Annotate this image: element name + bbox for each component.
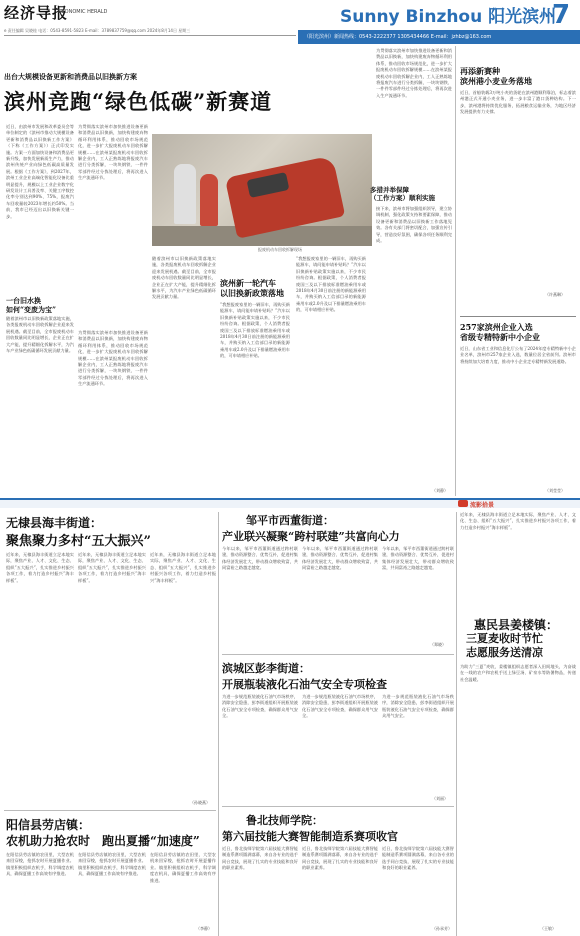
brief1-byline: （许燕琳） bbox=[545, 292, 565, 297]
story5-body-c: 在阳信县劳店镇的农田里，大型农机来回穿梭，抢抓农时开展夏播作业。镇里积极组织农机手，科学调度农机具，确保夏播工作高效有序推进。 bbox=[150, 852, 216, 883]
main-col1b: 随着滨州市以旧换新政策落地实施，各类报废机动车回收拆解企业迎来发展机遇。截至目前，全市报废机动车回收数量同比明显增长，企业正在扩大产能，提升精细化拆解水平，为汽车产业绿色低碳循环发展贡献力量。 bbox=[6, 316, 74, 354]
header-rule bbox=[4, 35, 296, 36]
brief1-body: 近日，首船装载3万吨小麦的货轮在滨州港顺利靠泊，标志着滨州港正式开通小麦业务，进一步丰富了港口货种结构。下一步，滨州港将持续优化服务，拓展粮食运输业务，为地区经济发展提供有力支撑。 bbox=[460, 90, 576, 115]
main-col7: 接下来，滨州市将加强组织领导，建立协调机制，强化政策支持和要素保障，推动设备更新和消费品以旧换新工作落地见效。各有关部门将密切配合，加强宣传引导，营造良好氛围，确保各项任务顺利完成。 bbox=[376, 206, 452, 244]
story-divider-2 bbox=[222, 806, 454, 807]
story1-title: 聚焦聚力多村“五大振兴” bbox=[6, 534, 151, 549]
page-number: 7 bbox=[552, 0, 571, 30]
photo-caption: 报废机动车回收拆解现场 bbox=[258, 247, 302, 252]
brief1-title: 再添新赛种 滨州港小麦业务落地 bbox=[460, 66, 532, 86]
main-col5: “我想报废家里的一辆旧车，再购买新能源车，请问能申请补贴吗？”汽车以旧换新补贴政策实施以来，不少市民纷纷咨询。根据政策，个人消费者报废国三及以下排放标准燃油乘用车或2018年4月30日前注册的新能源乘用车，并购买纳入工信部目录的新能源乘用车或2.0升及以下排量燃油乘用车的，可申请相应补贴。 bbox=[296, 256, 366, 313]
main-col2: 为贯彻落实滨州市加快推进设备更新和消费品以旧换新，加快构建废弃物循环利用体系，推动回收市场规范化，进一步扩大报废机动车回收拆解规模……在滨州某报废机动车回收拆解企业内，工人正熟练地将报废汽车进行分类拆解，一块块钢铁、一件件零部件经过分拣处理后，将再次进入生产流通环节。 bbox=[78, 124, 148, 181]
main-col2b: 为贯彻落实滨州市加快推进设备更新和消费品以旧换新，加快构建废弃物循环利用体系，推动回收市场规范化，进一步扩大报废机动车回收拆解规模……在滨州某报废机动车回收拆解企业内，工人正熟练地将报废汽车进行分类拆解，一块块钢铁、一件件零部件经过分拣处理后，将再次进入生产流通环节。 bbox=[78, 330, 148, 387]
main-headline: 滨州竞跑“绿色低碳”新赛道 bbox=[4, 89, 273, 114]
column-divider bbox=[455, 46, 456, 496]
main-byline: （刘静） bbox=[432, 488, 448, 493]
story5-kicker: 阳信县劳店镇： bbox=[6, 818, 91, 832]
story1-kicker: 无棣县海丰街道： bbox=[6, 516, 103, 530]
story2-byline: （郑晓） bbox=[430, 642, 446, 647]
brief-divider bbox=[460, 316, 576, 317]
story5-title: 农机助力抢农时 跑出夏播“加速度” bbox=[6, 834, 200, 848]
main-col6: 为贯彻落实滨州市加快推进设备更新和消费品以旧换新，加快构建废弃物循环利用体系，推动回收市场规范化，进一步扩大报废机动车回收拆解规模……在滨州某报废机动车回收拆解企业内，工人正熟练地将报废汽车进行分类拆解，一块块钢铁、一件件零部件经过分拣处理后，将再次进入生产流通环节。 bbox=[376, 48, 452, 98]
main-col1: 近日，由滨州市发展和改革委员会等单位制定的《滨州市推动大规模设备更新和消费品以旧换新工作方案》（下称《工作方案》）正式印发实施。方案一方面加快设备和消费品更新升级，加快发展新质生产力，推动滨州传统产业向绿色低碳高质量发展。根据《工作方案》，到2027年，滨州工业企业高端化智能化设备比重明显提升，规模以上工业企业数字化研发设计工具普及率、关键工序数控化率分别达到90%、75%，报废汽车回收量较2023年增长约50%。当前，我市已经迈出以旧换新关键一步。 bbox=[6, 124, 74, 219]
story3-body-a: 为进一步规范瓶装液化石油气市场秩序，消除安全隐患，彭李街道组织开展瓶装液化石油气安全专项检查，确保群众用气安全。 bbox=[222, 694, 298, 719]
story4-byline: （孙承芳） bbox=[432, 926, 452, 931]
story2-body-b: 今年以来，邹平市西董街道通过跨村联建，推动资源整合、优势互补，促进村集体经济发展壮大，带动群众增收致富，共同富裕之路越走越宽。 bbox=[302, 546, 378, 571]
story4-title: 第六届技能大赛智能制造系赛项收官 bbox=[222, 830, 398, 843]
story6-kicker: 惠民县姜楼镇： bbox=[474, 618, 559, 632]
brief2-title: 257家滨州企业入选 省级专精特新中小企业 bbox=[460, 322, 540, 342]
story3-byline: （刘丽） bbox=[432, 796, 448, 801]
story5-byline: （李静） bbox=[196, 926, 212, 931]
story5-body-b: 在阳信县劳店镇的农田里，大型农机来回穿梭，抢抓农时开展夏播作业。镇里积极组织农机手，科学调度农机具，确保夏播工作高效有序推进。 bbox=[78, 852, 146, 877]
story4-body-c: 近日，鲁北技师学院第六届技能大赛智能制造系赛项圆满落幕，来自各专业的选手同台竞技，展现了扎实的专业技能和良好的职业素养。 bbox=[382, 846, 454, 871]
story4-kicker: 鲁北技师学院： bbox=[246, 814, 323, 827]
story6-byline: （王敏） bbox=[540, 926, 556, 931]
hotline-text: （阳光滨州）新闻热线：0543-2222377 1305434466 E-mail：jzhbz@163.com bbox=[304, 34, 492, 40]
story2-body-c: 今年以来，邹平市西董街道通过跨村联建，推动资源整合、优势互补，促进村集体经济发展壮大，带动群众增收致富，共同富裕之路越走越宽。 bbox=[382, 546, 454, 571]
brand-title: Sunny Binzhou 阳光滨州 bbox=[340, 7, 557, 27]
story2-title: 产业联兴凝聚“跨村联建”共富向心力 bbox=[222, 530, 400, 543]
section-title: 经济导报 bbox=[4, 4, 69, 22]
story-divider-1 bbox=[222, 654, 454, 655]
story6-prev-body: 近年来，无棣县海丰街道立足本地实际，聚焦产业、人才、文化、生态、组织“五大振兴”，扎实推进乡村振兴各项工作，着力打造乡村振兴“海丰样板”。 bbox=[460, 512, 576, 530]
column-divider-3 bbox=[456, 512, 457, 936]
story3-body-c: 为进一步规范瓶装液化石油气市场秩序，消除安全隐患，彭李街道组织开展瓶装液化石油气安全专项检查，确保群众用气安全。 bbox=[382, 694, 454, 719]
main-subhead-left: 一台旧水换 如何“变废为宝” bbox=[6, 296, 57, 314]
editor-info-line: e 责任编辑 吴晓桂 电话：0543-8591-5823 E-mail：3789837759@qq.com 2024年8月14日 星期三 bbox=[4, 28, 191, 33]
section2-title: 流影拾景 bbox=[470, 502, 495, 509]
story5-body-a: 在阳信县劳店镇的农田里，大型农机来回穿梭，抢抓农时开展夏播作业。镇里积极组织农机手，科学调度农机具，确保夏播工作高效有序推进。 bbox=[6, 852, 74, 877]
story2-body-a: 今年以来，邹平市西董街道通过跨村联建，推动资源整合、优势互补，促进村集体经济发展壮大，带动群众增收致富，共同富裕之路越走越宽。 bbox=[222, 546, 298, 571]
story4-body-b: 近日，鲁北技师学院第六届技能大赛智能制造系赛项圆满落幕，来自各专业的选手同台竞技，展现了扎实的专业技能和良好的职业素养。 bbox=[302, 846, 378, 871]
story2-kicker: 邹平市西董街道： bbox=[246, 514, 334, 527]
main-photo bbox=[152, 134, 372, 246]
story1-body-c: 近年来，无棣县海丰街道立足本地实际，聚焦产业、人才、文化、生态、组织“五大振兴”，扎实推进乡村振兴各项工作，着力打造乡村振兴“海丰样板”。 bbox=[150, 552, 216, 583]
story3-body-b: 为进一步规范瓶装液化石油气市场秩序，消除安全隐患，彭李街道组织开展瓶装液化石油气安全专项检查，确保群众用气安全。 bbox=[302, 694, 378, 719]
story1-body-a: 近年来，无棣县海丰街道立足本地实际，聚焦产业、人才、文化、生态、组织“五大振兴”，扎实推进乡村振兴各项工作，着力打造乡村振兴“海丰样板”。 bbox=[6, 552, 74, 583]
story1-body-b: 近年来，无棣县海丰街道立足本地实际，聚焦产业、人才、文化、生态、组织“五大振兴”，扎实推进乡村振兴各项工作，着力打造乡村振兴“海丰样板”。 bbox=[78, 552, 146, 583]
section-title-en: ECONOMIC HERALD bbox=[58, 9, 108, 15]
main-subhead-mid: 滨州新一轮汽车 以旧换新政策落地 bbox=[220, 278, 284, 298]
brief2-body: 近日，山东省工业和信息化厅公布了2024年度专精特新中小企业名单，滨州市257家企业入选，数量位居全省前列。滨州市将持续加大培育力度，推动中小企业走专精特新发展道路。 bbox=[460, 346, 576, 364]
story3-title: 开展瓶装液化石油气安全专项检查 bbox=[222, 678, 387, 691]
main-subhead-right: 多措并举保障 （工作方案）顺利实施 bbox=[370, 186, 435, 202]
main-col3: 随着滨州市以旧换新政策落地实施，各类报废机动车回收拆解企业迎来发展机遇。截至目前，全市报废机动车回收数量同比明显增长，企业正在扩大产能，提升精细化拆解水平，为汽车产业绿色低碳循环发展贡献力量。 bbox=[152, 256, 216, 300]
story-divider-3 bbox=[4, 810, 216, 811]
main-col4: “我想报废家里的一辆旧车，再购买新能源车，请问能申请补贴吗？”汽车以旧换新补贴政策实施以来，不少市民纷纷咨询。根据政策，个人消费者报废国三及以下排放标准燃油乘用车或2018年4月30日前注册的新能源乘用车，并购买纳入工信部目录的新能源乘用车或2.0升及以下排量燃油乘用车的，可申请相应补贴。 bbox=[220, 302, 290, 359]
section2-icon bbox=[458, 500, 468, 507]
column-divider-2 bbox=[218, 512, 219, 936]
story3-kicker: 滨城区彭李街道： bbox=[222, 662, 310, 675]
story6-title: 三夏麦收时节忙 志愿服务送清凉 bbox=[466, 632, 543, 659]
main-kicker: 出台大规模设备更新和消费品以旧换新方案 bbox=[4, 72, 137, 81]
story4-body-a: 近日，鲁北技师学院第六届技能大赛智能制造系赛项圆满落幕，来自各专业的选手同台竞技，展现了扎实的专业技能和良好的职业素养。 bbox=[222, 846, 298, 871]
story6-body: 为助力“三夏”麦收，姜楼镇组织志愿者深入田间地头，为奋战在一线的农户和农机手送上绿豆汤、矿泉水等防暑物品，传递社会温暖。 bbox=[460, 664, 576, 682]
story1-byline: （孙晓燕） bbox=[190, 800, 210, 805]
brief2-byline: （刘莹莹） bbox=[545, 488, 565, 493]
